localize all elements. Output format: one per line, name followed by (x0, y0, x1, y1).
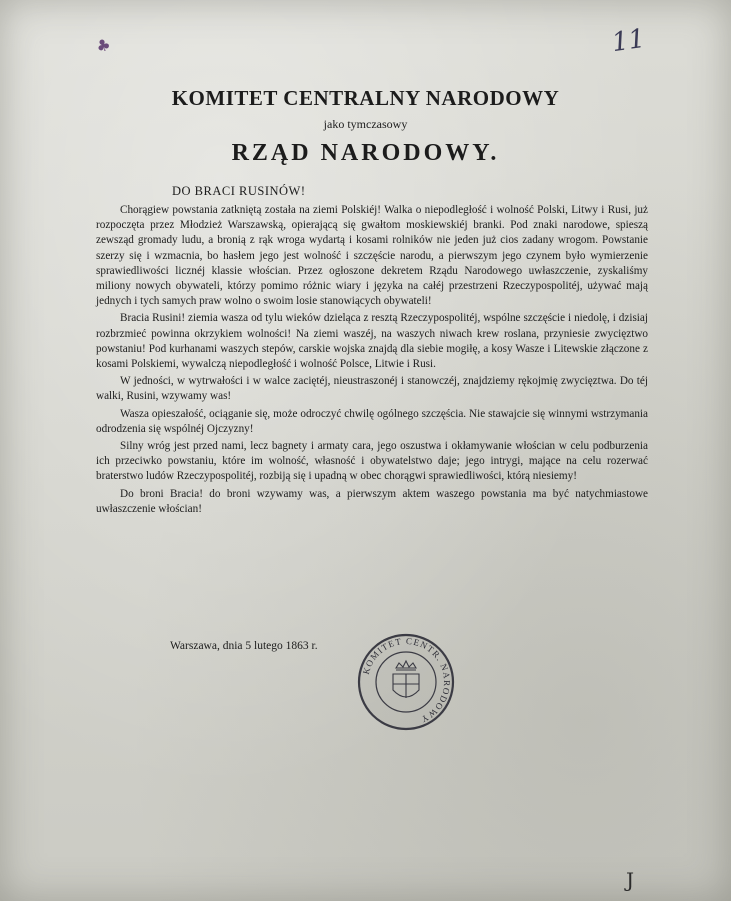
paragraph: Wasza opieszałość, ociąganie się, może odroczyć chwilę ogólnego szczęścia. Nie stawajcie się winnymi wstrzymania odrodzenia się wspólnéj Ojczyzny! (96, 407, 648, 435)
proclamation-body (96, 203, 648, 519)
address-line: DO BRACI RUSINÓW! (172, 184, 306, 198)
date-line: Warszawa, dnia 5 lutego 1863 r. (170, 640, 318, 652)
document-title-secondary: RZĄD NARODOWY. (231, 140, 500, 166)
bottom-ink-mark: J (626, 868, 635, 892)
document-subtitle: jako tymczasowy (323, 117, 408, 131)
document-title: KOMITET CENTRALNY NARODOWY (171, 86, 560, 110)
corner-ink-mark: ♣ (93, 34, 114, 57)
paragraph: Silny wróg jest przed nami, lecz bagnety i armaty cara, jego oszustwa i okłamywanie włościan w celu podburzenia ich przeciwko powstaniu, które im wolność, własność i obywatelstwo daje; jego intrygi, mające na celu rozerwać braterstwo ludów Rzeczypospolitéj, rozbiją się i upadną w obec chorągwi sprawiedliwości, którą niesiemy! (96, 440, 648, 483)
paragraph: Chorągiew powstania zatkniętą została na ziemi Polskiéj! Walka o niepodległość i wolność Polski, Litwy i Rusi, już rozpoczęta przez Młodzież Warszawską, opierającą się gwałtom moskiewskiéj branki. Pod znaki narodowe, spieszą zewsząd gromady ludu, a bronią z rąk wroga wydartą i kosami rolników nie jeden już cios zadany wrogom. Powstanie szerzy się i wzmacnia, bo hasłem jego jest wolność i szczęście narodu, a pierwszym jego czynem było wymierzenie sprawiedliwości licznéj klassie włościan. Przez ogłoszone dekretem Rządu Narodowego uwłaszczenie, zyskaliśmy miliony nowych obywateli, którzy pomimo różnic wiary i języka na całéj przestrzeni Rzeczypospolitéj, używać mają jednych i tych samych praw wolno o swoim losie stanowiących obywateli! (96, 204, 648, 308)
archive-number: 11 (610, 23, 648, 59)
paragraph: Bracia Rusini! ziemia wasza od tylu wieków dzieląca z resztą Rzeczypospolitéj, wspólne szczęście i niedolę, i dzisiaj rozbrzmieć powinna okrzykiem wolności! Na ziemi waszéj, na waszych niwach krew roslana, przyniesie zwycięztwo powstaniu! Pod kurhanami waszych stepów, carskie wojska znajdą dla siebie mogiłę, a kosy Wasze i Litewskie złączone z kosami Polskiemi, wywalczą niepodległość i wolność Polsce, Litwie i Rusi. (96, 312, 648, 371)
seal-text: KOMITET CENTR. NARODOWY (360, 635, 453, 725)
committee-seal-stamp (356, 632, 456, 732)
paragraph: W jedności, w wytrwałości i w walce zaciętéj, nieustraszonéj i stanowczéj, znajdziemy rękojmię zwycięztwa. Do téj walki, Rusini, wzywamy was! (96, 375, 648, 403)
paragraph: Do broni Bracia! do broni wzywamy was, a pierwszym aktem waszego powstania ma być natychmiastowe uwłaszczenie włościan! (96, 487, 648, 515)
